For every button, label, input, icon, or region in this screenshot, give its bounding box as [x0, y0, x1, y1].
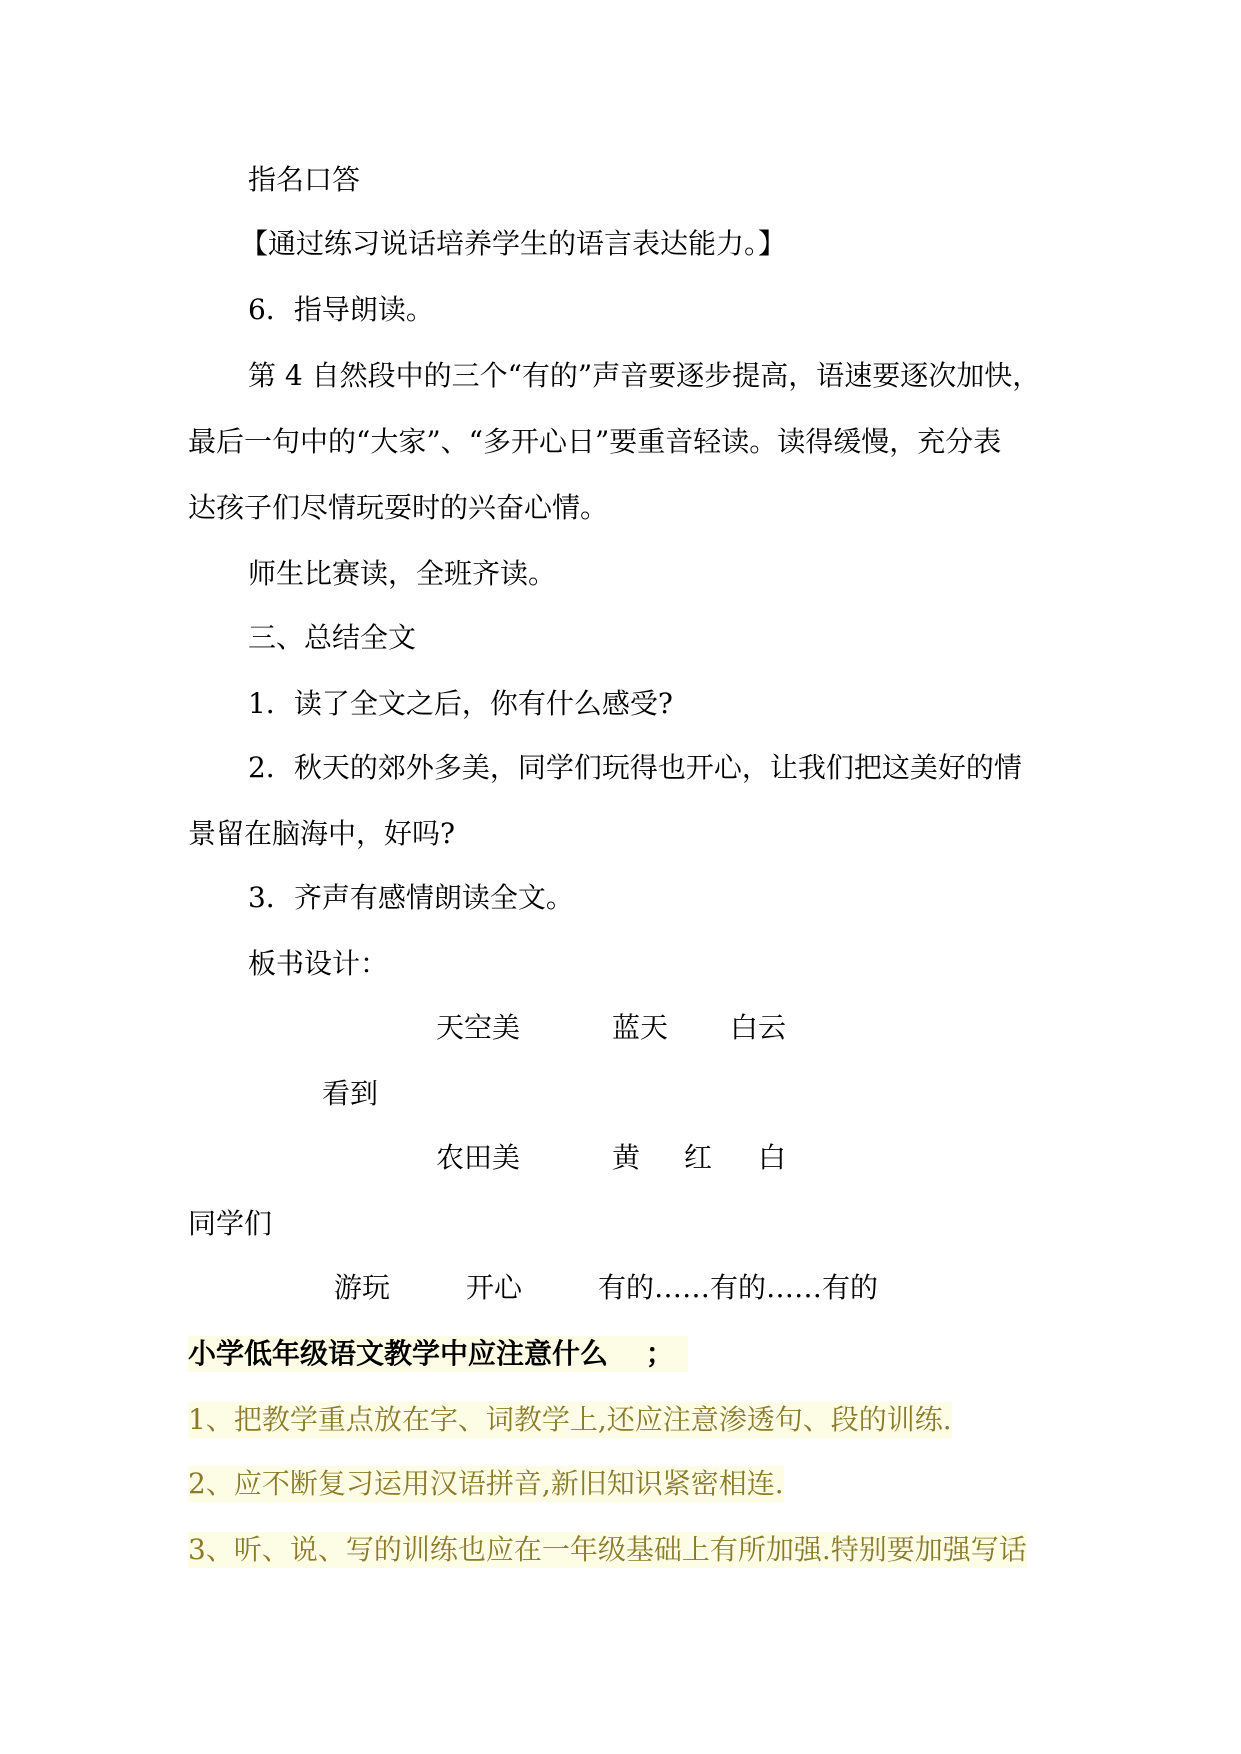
tips-title-suffix: ； [645, 1337, 674, 1370]
board-seen: 看到 [322, 1077, 379, 1110]
summary-item-3: 3．齐声有感情朗读全文。 [248, 881, 574, 914]
tips-title-text: 小学低年级语文教学中应注意什么 [188, 1337, 609, 1370]
summary-item-2-cont: 景留在脑海中，好吗? [188, 817, 456, 850]
board-sky: 天空美 [436, 1011, 521, 1044]
board-some: 有的……有的……有的 [598, 1271, 879, 1304]
board-white: 白 [758, 1141, 787, 1174]
tip-item-3: 3、听、说、写的训练也应在一年级基础上有所加强.特别要加强写话 [188, 1533, 1027, 1566]
board-students: 同学们 [188, 1207, 273, 1240]
step-6: 6．指导朗读。 [248, 293, 434, 326]
summary-item-1: 1．读了全文之后，你有什么感受? [248, 687, 673, 720]
board-fields: 农田美 [436, 1141, 521, 1174]
tip-item-2: 2、应不断复习运用汉语拼音,新旧知识紧密相连. [188, 1467, 784, 1500]
paragraph-reading-1: 第 4 自然段中的三个“有的”声音要逐步提高，语速要逐次加快， [248, 359, 1041, 392]
board-red: 红 [684, 1141, 713, 1174]
board-blue-sky: 蓝天 [612, 1011, 669, 1044]
summary-item-2: 2．秋天的郊外多美，同学们玩得也开心，让我们把这美好的情 [248, 751, 1022, 784]
board-play: 游玩 [334, 1271, 391, 1304]
paragraph-competition: 师生比赛读，全班齐读。 [248, 557, 557, 590]
tip-item-1: 1、把教学重点放在字、词教学上,还应注意渗透句、段的训练. [188, 1403, 952, 1436]
board-white-clouds: 白云 [730, 1011, 787, 1044]
board-design-label: 板书设计： [248, 947, 389, 980]
paragraph-reading-3: 达孩子们尽情玩耍时的兴奋心情。 [188, 491, 609, 524]
paragraph-reading-2: 最后一句中的“大家”、“多开心日”要重音轻读。读得缓慢，充分表 [188, 425, 1002, 458]
tips-title [188, 1336, 688, 1372]
board-happy: 开心 [466, 1271, 523, 1304]
paragraph-note: 【通过练习说话培养学生的语言表达能力。】 [240, 227, 787, 260]
paragraph-answer: 指名口答 [248, 163, 361, 196]
section-heading-summary: 三、总结全文 [248, 621, 417, 654]
board-yellow: 黄 [612, 1141, 641, 1174]
